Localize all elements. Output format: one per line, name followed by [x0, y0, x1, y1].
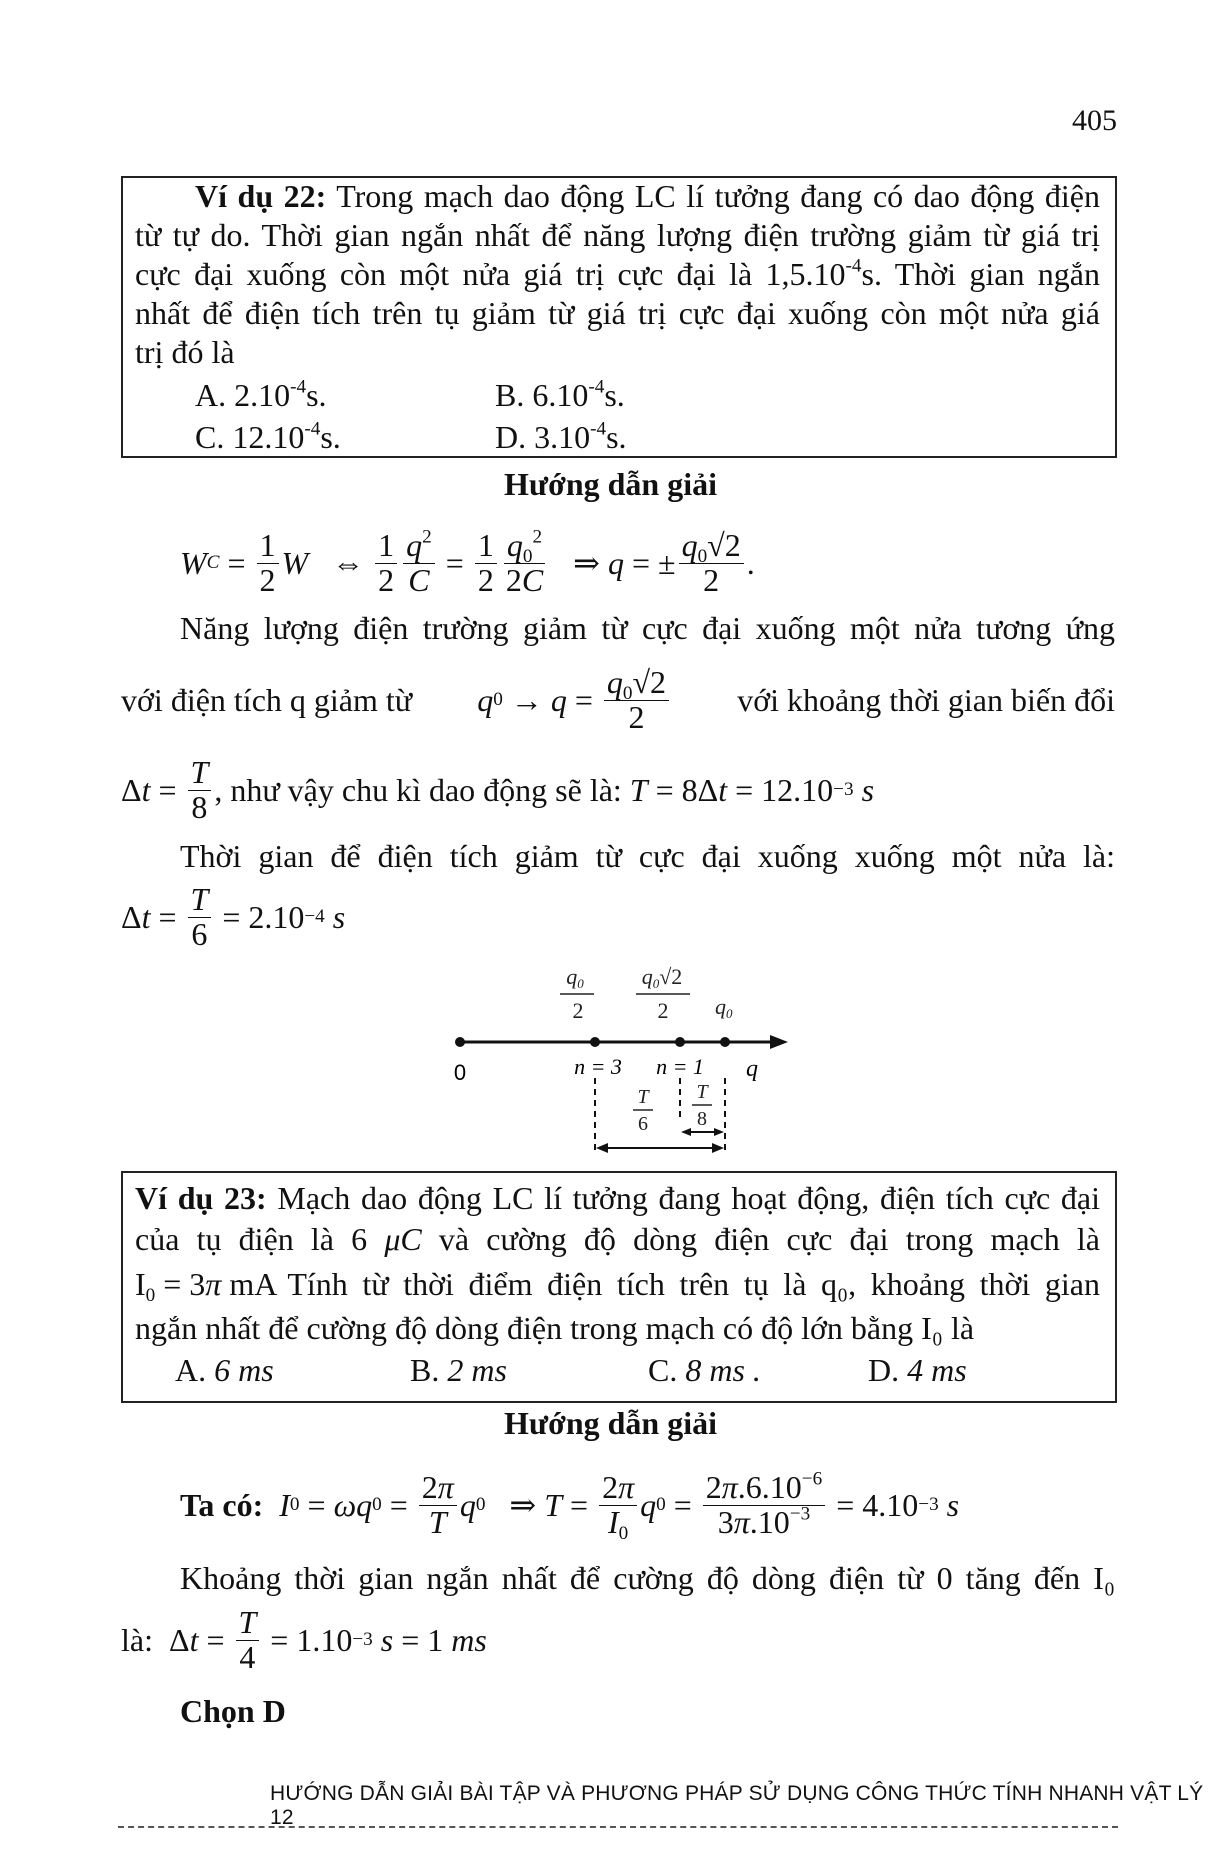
guide-title-22: Hướng dẫn giải — [504, 466, 717, 502]
svg-text:6: 6 — [638, 1113, 648, 1135]
ex22-line-3: cực đại xuống còn một nửa giá trị cực đại là $1,5.10^{-4}s$. Thời gian ngắn — [135, 255, 1101, 292]
sol22-para-2: Thời gian để điện tích giảm từ cực đại xuống xuống một nửa là: — [180, 838, 1115, 874]
ex22-label: Ví dụ 22: — [195, 178, 327, 214]
svg-text:2: 2 — [572, 998, 584, 1023]
svg-text:T: T — [696, 1081, 708, 1103]
q-axis-label: q — [746, 1056, 758, 1082]
ex22-line-4: nhất để điện tích trên tụ giảm từ giá trị cực đại xuống còn một nửa giá — [135, 295, 1100, 331]
ex23-option-c: C. 8 ms . — [648, 1352, 761, 1388]
time-axis-diagram — [430, 960, 810, 1160]
ex23-label: Ví dụ 23: — [135, 1180, 267, 1216]
svg-text:T: T — [637, 1086, 649, 1108]
ex23-line-4: ngắn nhất để cường độ dòng điện trong mạch có độ lớn bằng I₀ là — [135, 1310, 975, 1346]
ex23-option-a: A. 6 ms — [175, 1352, 274, 1388]
ex22-option-a: A. $2.10^{-4}s$. — [195, 376, 327, 413]
ex22-option-d: D. $3.10^{-4}s$. — [495, 418, 627, 455]
ex22-option-b: B. $6.10^{-4}s$. — [495, 376, 625, 413]
sol22-period: Δ t = $\frac{T}{8}$ , như vậy chu kì dao động sẽ là: T = 8Δ t = 12.10 −3 s — [121, 753, 875, 825]
svg-text:q0: q0 — [715, 994, 733, 1021]
sol23-para-1: Khoảng thời gian ngắn nhất để cường độ dòng điện từ 0 tăng đến I₀ — [180, 1560, 1115, 1596]
page-footer: HƯỚNG DẪN GIẢI BÀI TẬP VÀ PHƯƠNG PHÁP SỬ DỤNG CÔNG THỨC TÍNH NHANH VẬT LÝ 12 — [270, 1782, 1204, 1829]
sol23-answer: Chọn D — [180, 1693, 286, 1729]
n1-label: n = 1 — [656, 1054, 704, 1079]
ex22-line-5: trị đó là — [135, 334, 235, 370]
ex23-line-3: $I_0 = 3\pi$ mA Tính từ thời điểm điện tích trên tụ là q₀, khoảng thời gian — [135, 1266, 1100, 1306]
axis-origin-label: 0 — [453, 1060, 467, 1085]
ex22-line-1: Ví dụ 22: Trong mạch dao động LC lí tưởng đang có dao động điện — [195, 178, 1100, 214]
ex23-line-2: của tụ điện là 6 μC và cường độ dòng điện cực đại trong mạch là — [135, 1221, 1101, 1257]
ex23-option-d: D. 4 ms — [868, 1352, 967, 1388]
sol22-para-1: Năng lượng điện trường giảm từ cực đại xuống một nửa tương ứng — [180, 610, 1115, 646]
svg-text:8: 8 — [697, 1108, 707, 1130]
ex22-option-c: C. $12.10^{-4}s$. — [195, 418, 341, 455]
sol23-equation: Ta có: I 0 = ωq 0 = $\frac{2\pi}{T}$ q 0 ⇒ T = $\frac{2\pi}{I_0}$ q 0 = $\frac{2\pi.6.10^{-6}}{3\pi.10^{-3}}$ = 4.10 −3 s — [180, 1468, 960, 1544]
footer-divider — [118, 1826, 1118, 1828]
sol22-delta-t: Δ t = $\frac{T}{6}$ = 2.10 −4 s — [121, 880, 346, 952]
sol22-para-1b: với điện tích q giảm từ q 0 → q = $\frac{q_0√2}{2}$ với khoảng thời gian biến đổi — [121, 663, 1115, 735]
ex23-line-1: Ví dụ 23: Mạch dao động LC lí tưởng đang hoạt động, điện tích cực đại — [135, 1180, 1101, 1216]
equation-energy: W C = $\frac{1}{2}$ W ⇔ $\frac{1}{2}$ $\frac{q^2}{C}$ = $\frac{1}{2}$ $\frac{q_0^2}{2C}$ ⇒ q = ± $\frac{q_0√2}{2}$ . — [180, 526, 755, 598]
sol23-delta-t: là: Δ t = $\frac{T}{4}$ = 1.10 −3 s = 1 ms — [121, 1603, 487, 1675]
ex23-option-b: B. 2 ms — [410, 1352, 507, 1388]
svg-text:q0: q0 — [566, 964, 584, 991]
ex22-line-2: từ tự do. Thời gian ngắn nhất để năng lượng điện trường giảm từ giá trị — [135, 217, 1100, 253]
svg-text:2: 2 — [657, 998, 669, 1023]
svg-text:q0√2: q0√2 — [641, 964, 683, 991]
guide-title-23: Hướng dẫn giải — [504, 1405, 717, 1441]
page-number: 405 — [1072, 104, 1117, 137]
n3-label: n = 3 — [574, 1054, 622, 1079]
